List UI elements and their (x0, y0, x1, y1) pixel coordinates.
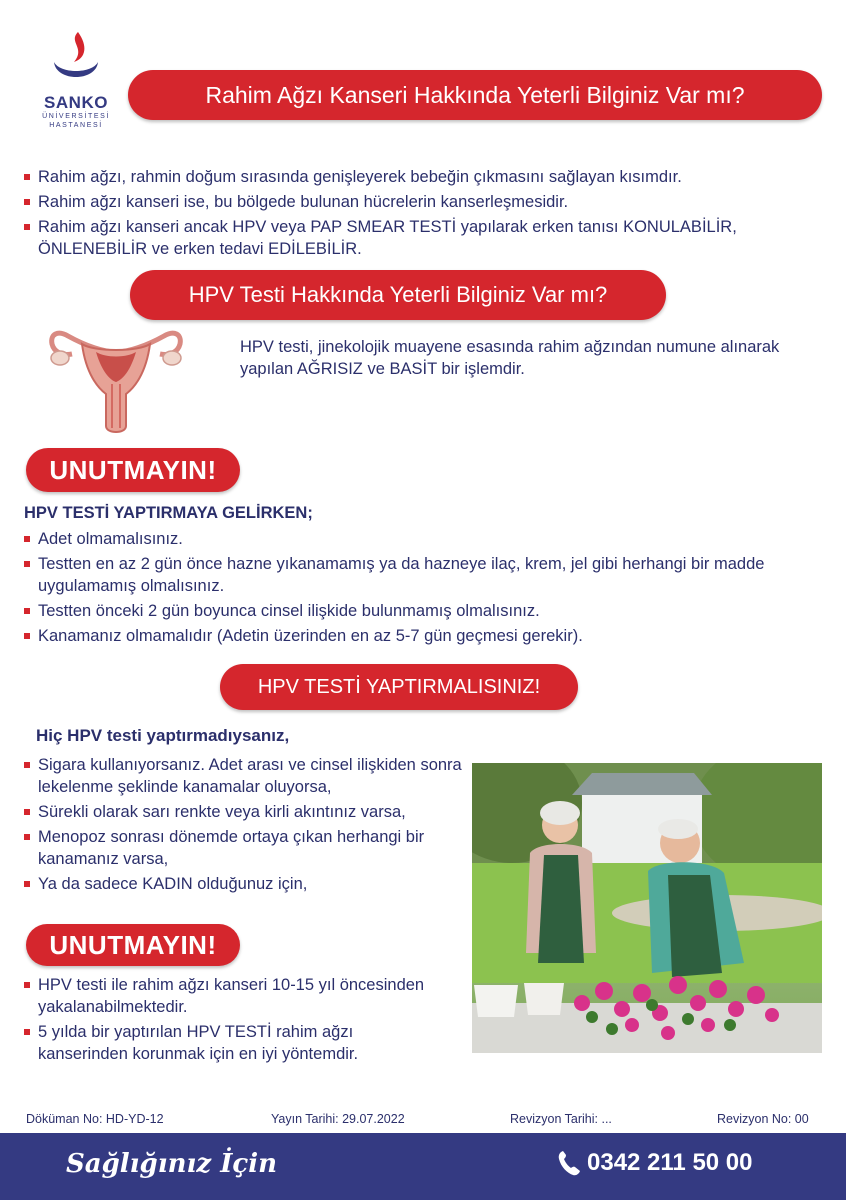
phone-contact[interactable] (557, 1149, 753, 1177)
document-number: Döküman No: HD-YD-12 (26, 1112, 164, 1126)
hpv-test-description: HPV testi, jinekolojik muayene esasında rahim ağzından numune alınarak yapılan AĞRISIZ ve BASİT bir işlemdir. (240, 338, 780, 378)
publication-date: Yayın Tarihi: 29.07.2022 (271, 1112, 405, 1126)
preparation-subheading: HPV TESTİ YAPTIRMAYA GELİRKEN; (24, 504, 313, 522)
list-item: Testten önceki 2 gün boyunca cinsel ilişkide bulunmamış olmalısınız. (24, 600, 824, 622)
list-item: Ya da sadece KADIN olduğunuz için, (24, 873, 464, 895)
list-item: Sürekli olarak sarı renkte veya kirli akıntınız varsa, (24, 801, 464, 823)
heading-cervical-cancer: Rahim Ağzı Kanseri Hakkında Yeterli Bilginiz Var mı? (128, 70, 822, 120)
cervical-info-list (24, 166, 834, 263)
who-should-test-list (24, 754, 464, 898)
list-item: Menopoz sonrası dönemde ortaya çıkan herhangi bir kanamanız varsa, (24, 826, 464, 870)
reminder-badge: UNUTMAYIN! (26, 448, 240, 492)
heading-get-tested: HPV TESTİ YAPTIRMALISINIZ! (220, 664, 578, 710)
elderly-couple-gardening-photo (472, 763, 822, 1053)
list-item: Adet olmamalısınız. (24, 528, 824, 550)
sanko-logo (34, 28, 118, 130)
revision-number: Revizyon No: 00 (717, 1112, 809, 1126)
list-item: Testten en az 2 gün önce hazne yıkanamamış ya da hazneye ilaç, krem, jel gibi herhangi bir madde uygulamamış olmalısınız. (24, 553, 824, 597)
list-item: Kanamanız olmamalıdır (Adetin üzerinden en az 5-7 gün geçmesi gerekir). (24, 625, 824, 647)
phone-icon (557, 1149, 581, 1177)
logo-line2: HASTANESİ (49, 122, 103, 129)
list-item: Rahim ağzı, rahmin doğum sırasında genişleyerek bebeğin çıkmasını sağlayan kısımdır. (24, 166, 834, 188)
footer-bar (0, 1133, 846, 1200)
reminder-badge: UNUTMAYIN! (26, 924, 240, 966)
heading-hpv-test: HPV Testi Hakkında Yeterli Bilginiz Var mı? (130, 270, 666, 320)
phone-number: 0342 211 50 00 (587, 1149, 753, 1176)
logo-name: SANKO (44, 93, 108, 112)
who-should-test-subheading: Hiç HPV testi yaptırmadıysanız, (36, 726, 290, 745)
footer-slogan: Sağlığınız İçin (66, 1149, 277, 1179)
logo-line1: ÜNİVERSİTESİ (42, 113, 110, 120)
list-item: HPV testi ile rahim ağzı kanseri 10-15 yıl öncesinden yakalanabilmektedir. (24, 974, 444, 1018)
revision-date: Revizyon Tarihi: ... (510, 1112, 612, 1126)
list-item: 5 yılda bir yaptırılan HPV TESTİ rahim ağzı kanserinden korunmak için en iyi yöntemdir. (24, 1021, 444, 1065)
uterus-illustration (46, 322, 186, 445)
logo-flame-icon (46, 28, 106, 92)
list-item: Rahim ağzı kanseri ise, bu bölgede bulunan hücrelerin kanserleşmesidir. (24, 191, 834, 213)
hpv-benefits-list (24, 974, 444, 1068)
preparation-list (24, 528, 824, 650)
list-item: Rahim ağzı kanseri ancak HPV veya PAP SMEAR TESTİ yapılarak erken tanısı KONULABİLİR, ÖNLENEBİLİR ve erken tedavi EDİLEBİLİR. (24, 216, 834, 260)
list-item: Sigara kullanıyorsanız. Adet arası ve cinsel ilişkiden sonra lekelenme şeklinde kanamalar oluyorsa, (24, 754, 464, 798)
